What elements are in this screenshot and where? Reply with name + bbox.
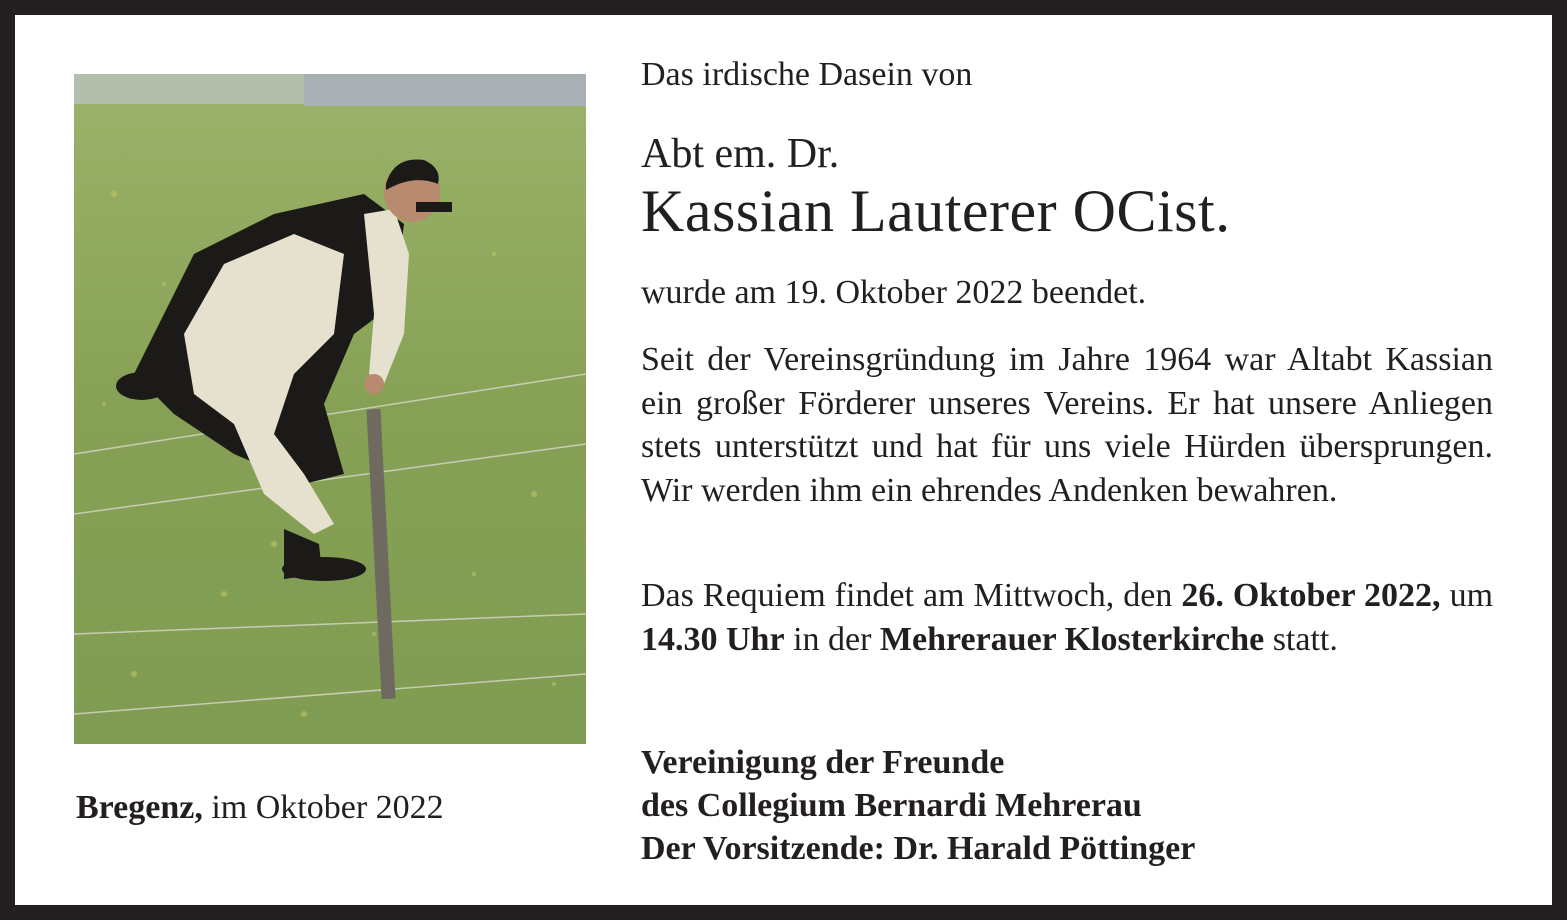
requiem-statt: statt.: [1272, 620, 1338, 658]
place-date: [76, 789, 444, 827]
obituary-photo: [74, 74, 586, 744]
deceased-name: Kassian Lauterer OCist.: [641, 178, 1231, 244]
deceased-title: Abt em. Dr.: [641, 131, 840, 177]
death-date-line: wurde am 19. Oktober 2022 beendet.: [641, 274, 1147, 311]
photo-image: [74, 74, 586, 744]
place-name: Bregenz,: [76, 789, 203, 826]
signature-line-1: Vereinigung der Freunde: [641, 744, 1005, 781]
tribute-paragraph: Seit der Vereinsgründung im Jahre 1964 war Altabt Kassian ein großer Förderer unseres Vereins. Er hat unsere Anliegen stets unterstützt und hat für uns viele Hürden übersprungen. Wir werden ihm ein ehrendes Andenken bewahren.: [641, 341, 1493, 509]
requiem-um: um: [1449, 577, 1494, 614]
intro-line: Das irdische Dasein von: [641, 56, 973, 93]
requiem-location: Mehrerauer Klosterkirche: [879, 620, 1265, 658]
requiem-intro: Das Requiem findet am Mittwoch, den: [641, 577, 1173, 614]
requiem-time: 14.30 Uhr: [641, 620, 785, 658]
signature-line-2: des Collegium Bernardi Mehrerau: [641, 787, 1142, 824]
requiem-in-der: in der: [793, 620, 872, 658]
place-date-text: im Oktober 2022: [211, 789, 444, 826]
requiem-paragraph: [641, 574, 1493, 661]
signature-block: [641, 741, 1493, 870]
requiem-date: 26. Oktober 2022,: [1181, 577, 1441, 614]
signature-line-3: Der Vorsitzende: Dr. Harald Pöttinger: [641, 830, 1196, 867]
